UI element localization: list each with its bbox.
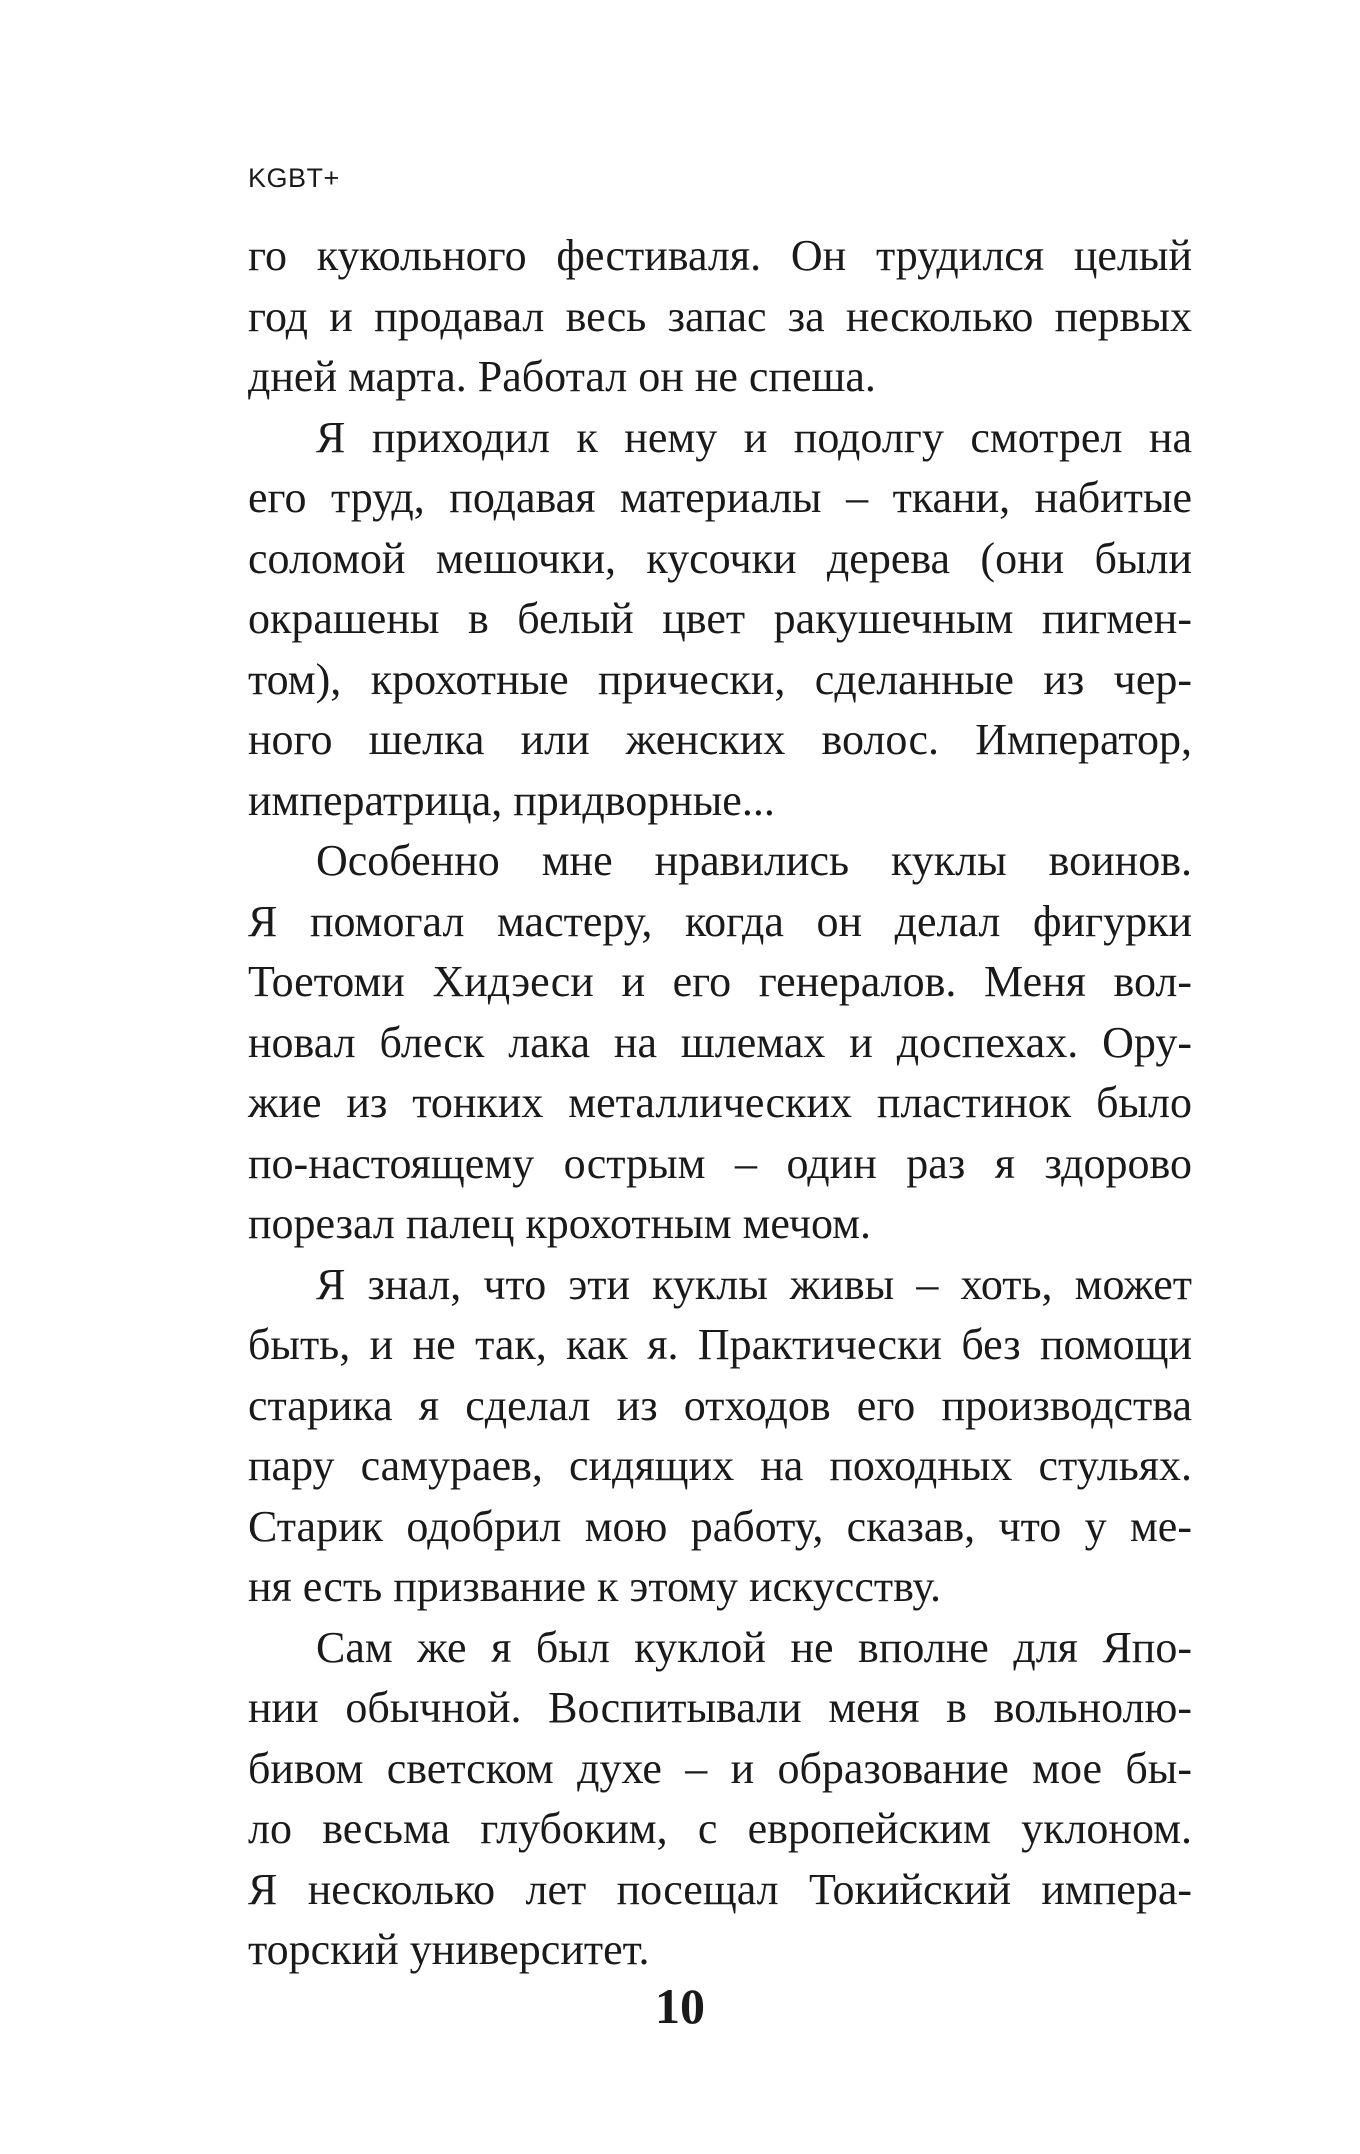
text-line: го кукольного фестиваля. Он трудился целый <box>248 231 1192 280</box>
text-line: окрашены в белый цвет ракушечным пигмен- <box>248 594 1192 643</box>
text-line: Тоетоми Хидэеси и его генералов. Меня вол- <box>248 957 1192 1006</box>
text-line: Старик одобрил мою работу, сказав, что у ме- <box>248 1501 1192 1551</box>
text-line: ня есть призвание к этому искусству. <box>248 1562 941 1611</box>
body-text <box>248 226 1192 1981</box>
text-line: жие из тонких металлических пластинок было <box>248 1078 1192 1127</box>
text-line: Я несколько лет посещал Токийский импера- <box>248 1864 1192 1914</box>
paragraph <box>248 408 1192 832</box>
text-line: пару самураев, сидящих на походных стульях. <box>248 1441 1192 1490</box>
text-line: старика я сделал из отходов его производства <box>248 1380 1192 1430</box>
text-line: императрица, придворные... <box>248 775 775 825</box>
paragraph <box>248 1618 1192 1981</box>
paragraph <box>248 831 1192 1255</box>
text-line: год и продавал весь запас за несколько первых <box>248 291 1192 341</box>
text-line: Я знал, что эти куклы живы – хоть, может <box>316 1259 1192 1309</box>
text-line: Я помогал мастеру, когда он делал фигурки <box>248 896 1192 946</box>
text-line: соломой мешочки, кусочки дерева (они были <box>248 533 1192 583</box>
text-line: Особенно мне нравились куклы воинов. <box>316 836 1192 885</box>
paragraph <box>248 226 1192 408</box>
text-line: ного шелка или женских волос. Император, <box>248 715 1192 764</box>
text-line: торский университет. <box>248 1925 650 1974</box>
text-line: Сам же я был куклой не вполне для Япо- <box>316 1622 1192 1672</box>
text-line: бивом светском духе – и образование мое бы- <box>248 1743 1192 1793</box>
text-line: Я приходил к нему и подолгу смотрел на <box>316 412 1192 462</box>
text-line: быть, и не так, как я. Практически без помощи <box>248 1320 1192 1369</box>
text-line: новал блеск лака на шлемах и доспехах. Ору- <box>248 1017 1192 1067</box>
text-line: том), крохотные прически, сделанные из чер- <box>248 654 1192 704</box>
text-line: по-настоящему острым – один раз я здорово <box>248 1138 1192 1188</box>
text-line: ло весьма глубоким, с европейским уклоном. <box>248 1804 1192 1853</box>
text-line: дней марта. Работал он не спеша. <box>248 352 876 401</box>
text-line: его труд, подавая материалы – ткани, набитые <box>248 473 1192 522</box>
text-line: порезал палец крохотным мечом. <box>248 1199 871 1248</box>
paragraph <box>248 1255 1192 1618</box>
text-line: нии обычной. Воспитывали меня в вольнолю- <box>248 1683 1192 1732</box>
page-number: 10 <box>655 1978 705 2034</box>
running-head: KGBT+ <box>248 163 340 193</box>
